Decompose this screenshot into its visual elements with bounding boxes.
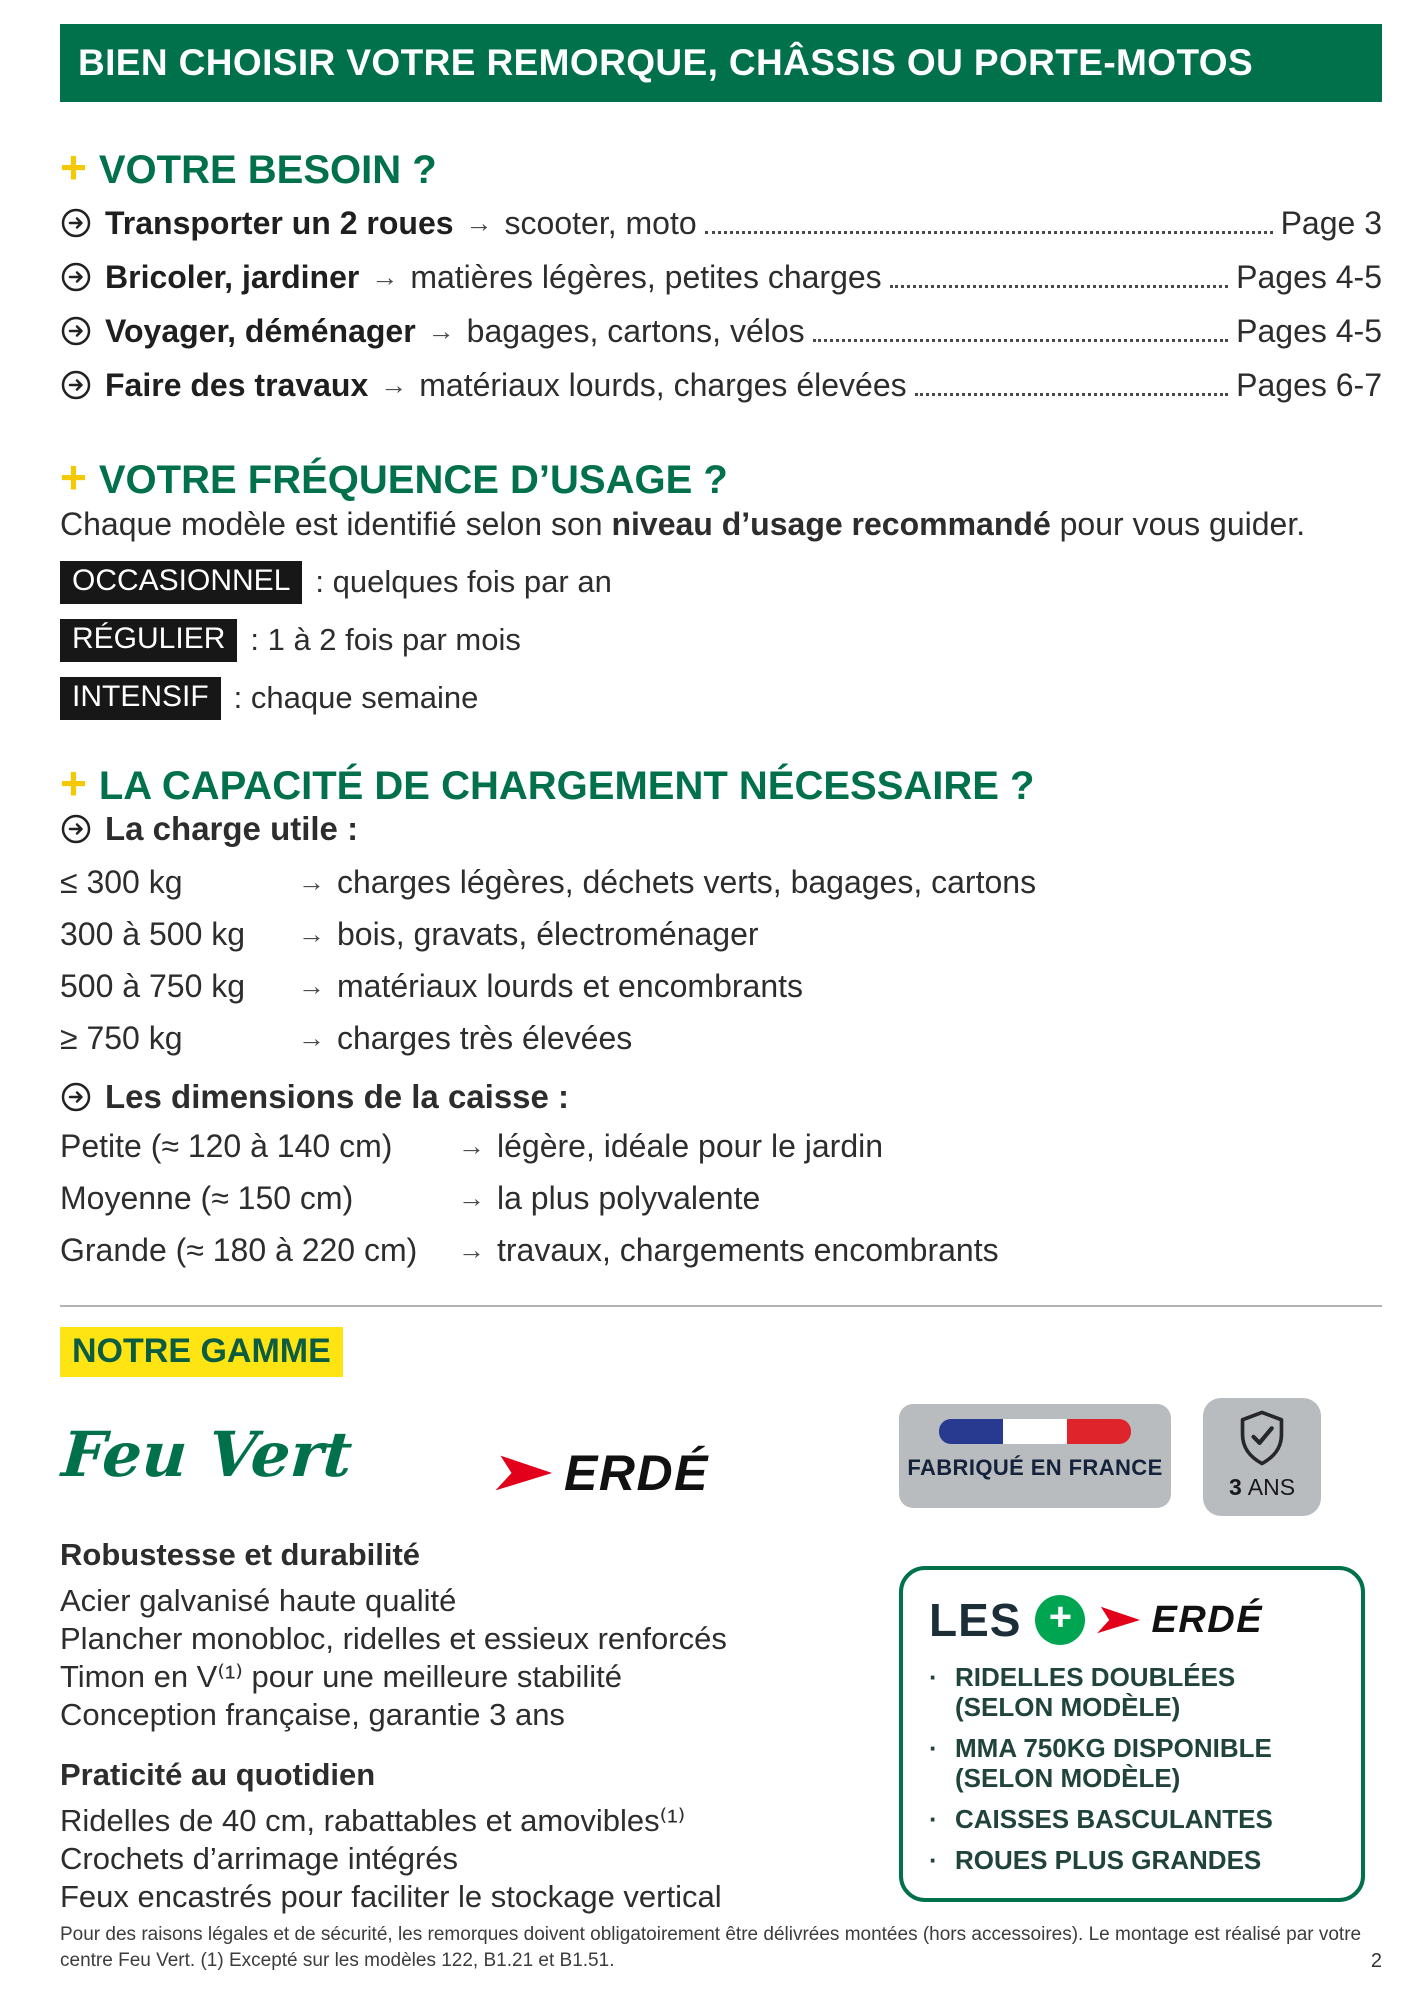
charge-utile-heading	[60, 810, 358, 848]
dimension-value: Grande (≈ 180 à 220 cm)	[60, 1231, 418, 1268]
need-label: Transporter un 2 roues	[105, 204, 454, 241]
erde-plus-text: RIDELLES DOUBLÉES	[955, 1662, 1236, 1692]
usage-level-row	[60, 618, 612, 662]
need-label: Faire des travaux	[105, 366, 369, 403]
intro-text: pour vous guider.	[1050, 506, 1306, 542]
dimension-row	[60, 1120, 1382, 1172]
made-in-france-label: FABRIQUÉ EN FRANCE	[907, 1455, 1163, 1480]
usage-badge: OCCASIONNEL	[60, 561, 302, 604]
dotted-leader	[705, 231, 1273, 234]
gamme-heading	[60, 1332, 343, 1371]
charge-desc: charges très élevées	[337, 1019, 633, 1056]
dimension-row	[60, 1172, 1382, 1224]
section-divider	[60, 1305, 1382, 1307]
circle-arrow-icon	[60, 369, 92, 401]
dimension-value: Petite (≈ 120 à 140 cm)	[60, 1127, 393, 1164]
erde-plus-item-body	[955, 1733, 1272, 1793]
feu-vert-logo	[59, 1418, 354, 1491]
frequence-intro	[60, 506, 1382, 543]
arrow-icon: →	[298, 866, 325, 897]
dimensions-title: Les dimensions de la caisse :	[105, 1078, 570, 1115]
erde-plus-text: CAISSES BASCULANTES	[955, 1804, 1273, 1834]
erde-plus-note: (SELON MODÈLE)	[955, 1763, 1181, 1793]
usage-level-row	[60, 560, 612, 604]
shield-check-icon	[1237, 1410, 1287, 1471]
bullet-icon: ·	[929, 1804, 938, 1834]
page-footer	[60, 1922, 1382, 1974]
erde-chevron-icon	[1097, 1603, 1146, 1637]
dimensions-list	[60, 1120, 1382, 1276]
arrow-icon: →	[298, 970, 325, 1001]
les-label: LES	[929, 1594, 1022, 1646]
footer-line: centre Feu Vert. (1) Excepté sur les modèles 122, B1.21 et B1.51.	[60, 1950, 615, 1971]
usage-badge: INTENSIF	[60, 677, 221, 720]
erde-logo	[1099, 1599, 1263, 1642]
warranty-years: 3	[1228, 1474, 1242, 1500]
erde-plus-item-body	[955, 1804, 1273, 1834]
page-ref: Pages 6-7	[1236, 366, 1382, 403]
plus-icon: +	[60, 451, 87, 503]
erde-plus-box	[899, 1566, 1365, 1902]
section-title-besoin: VOTRE BESOIN ?	[98, 148, 437, 192]
benefit-line: Timon en V⁽¹⁾ pour une meilleure stabilité	[60, 1659, 623, 1694]
charge-row	[60, 960, 1382, 1012]
arrow-icon: →	[298, 1022, 325, 1053]
erde-plus-note: (SELON MODÈLE)	[955, 1692, 1181, 1722]
flag-white-stripe	[1003, 1419, 1067, 1444]
circle-arrow-icon	[60, 813, 92, 845]
arrow-icon: →	[298, 918, 325, 949]
footer-line: Pour des raisons légales et de sécurité, les remorques doivent obligatoirement être délivrées montées (hors accessoires). Le montage est réalisé par votre	[60, 1924, 1362, 1945]
section-heading-besoin	[60, 140, 437, 194]
need-row	[60, 196, 1382, 250]
dimension-desc: légère, idéale pour le jardin	[497, 1127, 884, 1164]
usage-desc: : chaque semaine	[233, 680, 479, 715]
charge-row	[60, 908, 1382, 960]
erde-plus-item	[929, 1662, 1335, 1722]
benefit-line: Plancher monobloc, ridelles et essieux renforcés	[60, 1621, 727, 1656]
bullet-icon: ·	[929, 1845, 938, 1875]
section-title-frequence: VOTRE FRÉQUENCE D’USAGE ?	[98, 458, 728, 502]
need-row	[60, 358, 1382, 412]
flag-blue-stripe	[939, 1419, 1003, 1444]
dimension-desc: la plus polyvalente	[497, 1179, 761, 1216]
flag-red-stripe	[1067, 1419, 1131, 1444]
plus-glyph: +	[1048, 1595, 1073, 1639]
charge-desc: charges légères, déchets verts, bagages, cartons	[337, 863, 1037, 900]
bullet-icon: ·	[929, 1733, 938, 1763]
page-ref: Pages 4-5	[1236, 312, 1382, 349]
charge-utile-title: La charge utile :	[105, 810, 359, 847]
arrow-icon: →	[380, 369, 408, 400]
need-desc: scooter, moto	[504, 204, 697, 241]
charge-row	[60, 856, 1382, 908]
charge-value: ≤ 300 kg	[60, 863, 183, 900]
circle-arrow-icon	[60, 1081, 92, 1113]
brand-benefits-column	[60, 1536, 880, 1916]
besoin-list	[60, 196, 1382, 412]
erde-plus-item-body	[955, 1662, 1235, 1722]
charge-row	[60, 1012, 1382, 1064]
arrow-icon: →	[427, 315, 455, 346]
arrow-icon: →	[371, 261, 399, 292]
plus-icon: +	[60, 141, 87, 193]
warranty-label	[1229, 1474, 1295, 1501]
circle-arrow-icon	[60, 315, 92, 347]
circle-arrow-icon	[60, 207, 92, 239]
erde-plus-list	[929, 1662, 1335, 1875]
usage-desc: : quelques fois par an	[315, 564, 612, 599]
intro-text: Chaque modèle est identifié selon son	[60, 506, 612, 542]
need-row	[60, 250, 1382, 304]
charge-value: 300 à 500 kg	[60, 915, 246, 952]
warranty-badge	[1203, 1398, 1321, 1516]
benefit-line: Acier galvanisé haute qualité	[60, 1583, 457, 1618]
banner-title: BIEN CHOISIR VOTRE REMORQUE, CHÂSSIS OU PORTE-MOTOS	[78, 42, 1254, 83]
plus-icon: +	[60, 757, 87, 809]
usage-desc: : 1 à 2 fois par mois	[250, 622, 521, 657]
dimension-desc: travaux, chargements encombrants	[497, 1231, 999, 1268]
need-desc: bagages, cartons, vélos	[466, 312, 805, 349]
dotted-leader	[813, 339, 1228, 342]
erde-plus-item	[929, 1804, 1335, 1834]
erde-plus-text: ROUES PLUS GRANDES	[955, 1845, 1262, 1875]
feu-vert-logo-text: Feu Vert	[59, 1418, 355, 1491]
need-desc: matériaux lourds, charges élevées	[419, 366, 907, 403]
erde-plus-box-header	[929, 1592, 1335, 1648]
page-banner	[60, 24, 1382, 102]
circle-arrow-icon	[60, 261, 92, 293]
erde-plus-item	[929, 1733, 1335, 1793]
dotted-leader	[890, 285, 1228, 288]
erde-chevron-icon	[495, 1451, 559, 1495]
arrow-icon: →	[458, 1130, 485, 1161]
intro-bold: niveau d’usage recommandé	[611, 506, 1051, 542]
need-label: Voyager, déménager	[105, 312, 416, 349]
page-ref: Pages 4-5	[1236, 258, 1382, 295]
section-heading-capacite	[60, 756, 1034, 810]
dotted-leader	[915, 393, 1229, 396]
dimension-value: Moyenne (≈ 150 cm)	[60, 1179, 354, 1216]
charge-value: ≥ 750 kg	[60, 1019, 183, 1056]
praticite-title: Praticité au quotidien	[60, 1757, 376, 1792]
arrow-icon: →	[465, 207, 493, 238]
erde-logo	[498, 1444, 709, 1502]
erde-plus-item-body	[955, 1845, 1261, 1875]
arrow-icon: →	[458, 1182, 485, 1213]
dimensions-heading	[60, 1078, 569, 1116]
french-flag-icon	[939, 1419, 1131, 1444]
bullet-icon: ·	[929, 1662, 938, 1692]
charge-desc: matériaux lourds et encombrants	[337, 967, 803, 1004]
erde-logo-text: ERDÉ	[1151, 1598, 1264, 1641]
erde-plus-text: MMA 750KG DISPONIBLE	[955, 1733, 1272, 1763]
erde-plus-item	[929, 1845, 1335, 1875]
need-desc: matières légères, petites charges	[410, 258, 882, 295]
usage-level-row	[60, 676, 612, 720]
dimension-row	[60, 1224, 1382, 1276]
section-heading-frequence	[60, 450, 728, 504]
erde-logo-text: ERDÉ	[564, 1445, 709, 1501]
charge-desc: bois, gravats, électroménager	[337, 915, 759, 952]
benefit-line: Conception française, garantie 3 ans	[60, 1697, 565, 1732]
robustesse-title: Robustesse et durabilité	[60, 1537, 421, 1572]
arrow-icon: →	[458, 1234, 485, 1265]
charge-list	[60, 856, 1382, 1064]
need-label: Bricoler, jardiner	[105, 258, 360, 295]
page-number: 2	[1370, 1950, 1382, 1972]
benefit-line: Ridelles de 40 cm, rabattables et amovibles⁽¹⁾	[60, 1803, 686, 1838]
gamme-title: NOTRE GAMME	[60, 1327, 343, 1377]
charge-value: 500 à 750 kg	[60, 967, 246, 1004]
benefit-line: Crochets d’arrimage intégrés	[60, 1841, 459, 1876]
benefit-line: Feux encastrés pour faciliter le stockage vertical	[60, 1879, 722, 1914]
plus-circle-icon	[1035, 1595, 1085, 1645]
made-in-france-badge	[899, 1404, 1171, 1508]
usage-badge: RÉGULIER	[60, 619, 237, 662]
section-title-capacite: LA CAPACITÉ DE CHARGEMENT NÉCESSAIRE ?	[98, 764, 1035, 808]
page-ref: Page 3	[1280, 204, 1382, 241]
usage-levels	[60, 560, 612, 734]
warranty-unit: ANS	[1247, 1474, 1296, 1500]
need-row	[60, 304, 1382, 358]
